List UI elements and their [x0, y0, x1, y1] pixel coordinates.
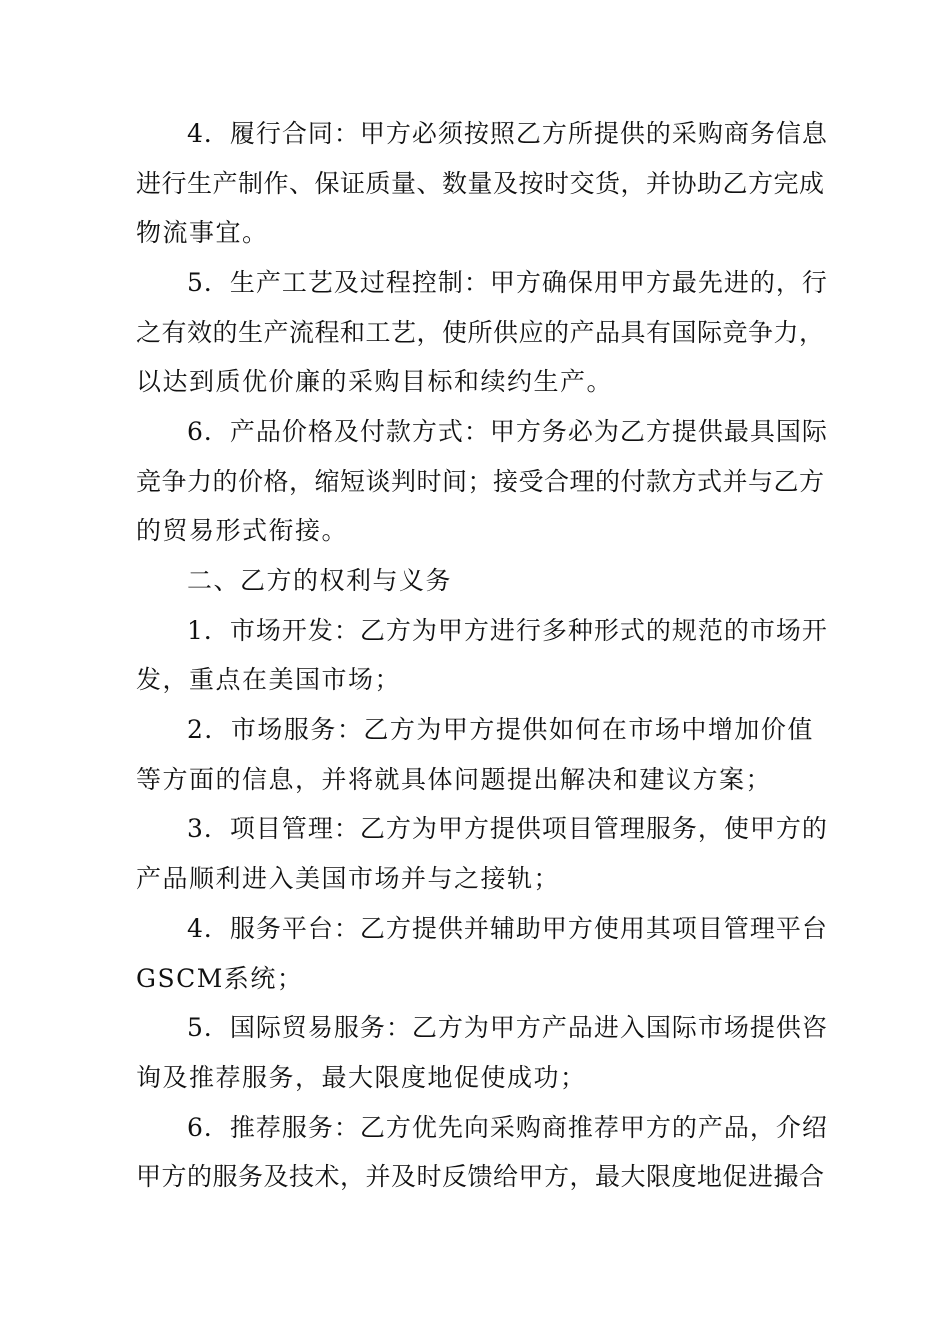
paragraph-line: 物流事宜。 [136, 218, 269, 247]
paragraph-line: GSCM系统； [136, 964, 304, 993]
paragraph-line: 6．产品价格及付款方式：甲方务必为乙方提供最具国际 [187, 417, 828, 446]
paragraph-line: 4．履行合同：甲方必须按照乙方所提供的采购商务信息 [187, 119, 828, 148]
paragraph-line: 产品顺利进入美国市场并与之接轨； [136, 864, 561, 893]
paragraph-line: 等方面的信息，并将就具体问题提出解决和建议方案； [136, 765, 773, 794]
paragraph-line: 的贸易形式衔接。 [136, 516, 349, 545]
paragraph-line: 发，重点在美国市场； [136, 665, 402, 694]
paragraph-line: 询及推荐服务，最大限度地促使成功； [136, 1063, 587, 1092]
paragraph-line: 之有效的生产流程和工艺，使所供应的产品具有国际竞争力， [136, 318, 825, 347]
paragraph-line: 2．市场服务：乙方为甲方提供如何在市场中增加价值 [187, 715, 814, 744]
paragraph-line: 1．市场开发：乙方为甲方进行多种形式的规范的市场开 [187, 616, 828, 645]
paragraph-line: 竞争力的价格，缩短谈判时间；接受合理的付款方式并与乙方 [136, 467, 825, 496]
paragraph-line: 5．生产工艺及过程控制：甲方确保用甲方最先进的，行 [187, 268, 828, 297]
section-heading: 二、乙方的权利与义务 [187, 566, 453, 595]
paragraph-line: 3．项目管理：乙方为甲方提供项目管理服务，使甲方的 [187, 814, 828, 843]
paragraph-line: 进行生产制作、保证质量、数量及按时交货，并协助乙方完成 [136, 169, 825, 198]
paragraph-line: 以达到质优价廉的采购目标和续约生产。 [136, 367, 614, 396]
paragraph-line: 4．服务平台：乙方提供并辅助甲方使用其项目管理平台 [187, 914, 828, 943]
paragraph-line: 6．推荐服务：乙方优先向采购商推荐甲方的产品，介绍 [187, 1113, 828, 1142]
paragraph-line: 甲方的服务及技术，并及时反馈给甲方，最大限度地促进撮合 [136, 1162, 825, 1191]
paragraph-line: 5．国际贸易服务：乙方为甲方产品进入国际市场提供咨 [187, 1013, 828, 1042]
